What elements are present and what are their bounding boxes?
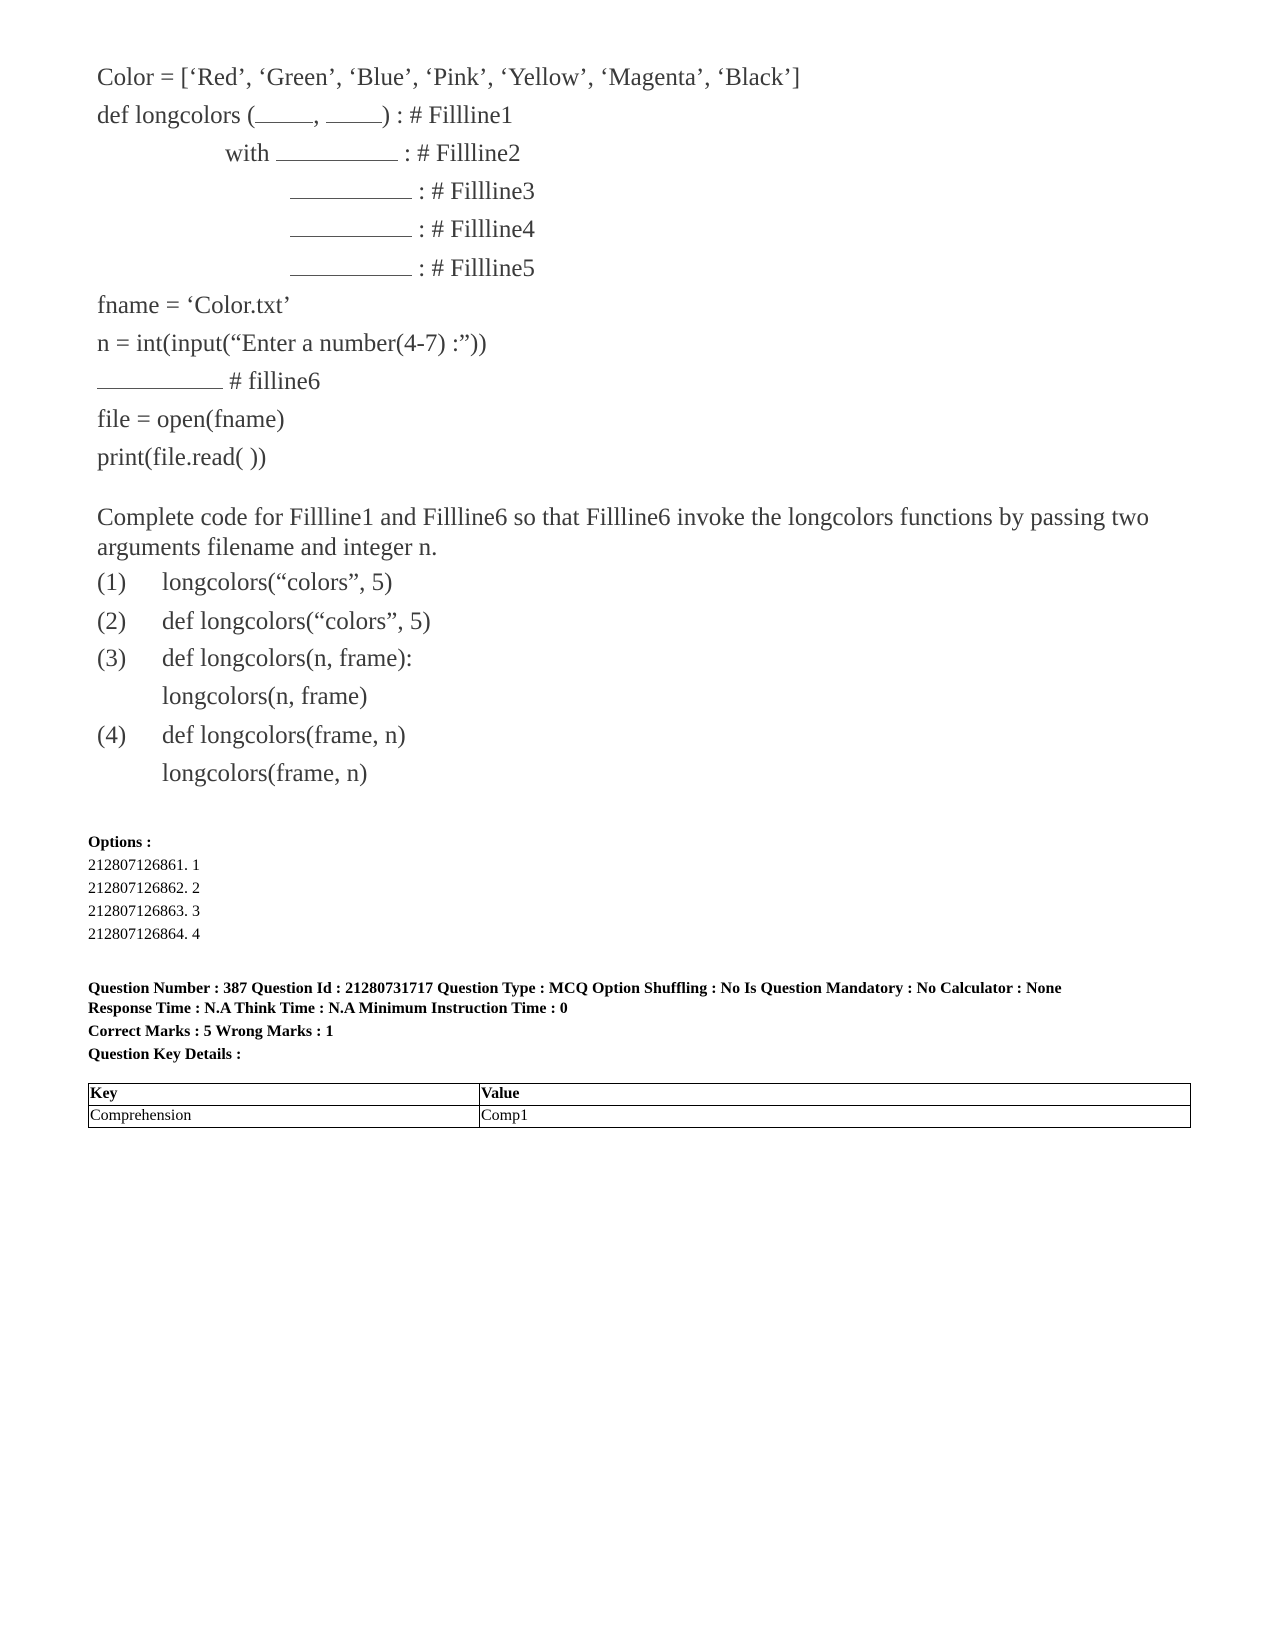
blank bbox=[290, 255, 412, 276]
table-header-value: Value bbox=[480, 1084, 1191, 1106]
choice-2-text: def longcolors(“colors”, 5) bbox=[162, 608, 431, 635]
code-line-4 bbox=[290, 177, 535, 207]
table-header-row bbox=[89, 1084, 1191, 1106]
options-heading: Options : bbox=[88, 834, 152, 851]
choice-4-text-line-2: longcolors(frame, n) bbox=[162, 760, 368, 787]
code-line-11: print(file.read( )) bbox=[97, 444, 267, 471]
blank bbox=[290, 216, 412, 237]
code-line-9-post: # filline6 bbox=[229, 368, 321, 395]
choice-4-text-line-1: def longcolors(frame, n) bbox=[162, 722, 406, 749]
blank bbox=[255, 102, 313, 123]
code-line-2-pre: def longcolors ( bbox=[97, 102, 256, 129]
choice-4-number: (4) bbox=[97, 722, 127, 749]
key-details-heading: Question Key Details : bbox=[88, 1046, 242, 1063]
code-line-6 bbox=[290, 254, 535, 284]
blank bbox=[326, 102, 382, 123]
question-text: Complete code for Fillline1 and Fillline6 so that Fillline6 invoke the longcolors functions by passing two arguments filename and integer n. bbox=[97, 504, 1149, 561]
table-cell-key: Comprehension bbox=[89, 1106, 480, 1128]
code-line-1: Color = [‘Red’, ‘Green’, ‘Blue’, ‘Pink’, ‘Yellow’, ‘Magenta’, ‘Black’] bbox=[97, 64, 801, 91]
choice-3-number: (3) bbox=[97, 645, 127, 672]
marks-line: Correct Marks : 5 Wrong Marks : 1 bbox=[88, 1023, 334, 1040]
table-cell-value: Comp1 bbox=[480, 1106, 1191, 1128]
choice-3-text-line-1: def longcolors(n, frame): bbox=[162, 645, 413, 672]
blank bbox=[97, 368, 223, 389]
code-line-7: fname = ‘Color.txt’ bbox=[97, 292, 291, 319]
table-row bbox=[89, 1106, 1191, 1128]
code-line-3-pre: with bbox=[225, 140, 270, 167]
option-item-3: 212807126863. 3 bbox=[88, 903, 200, 920]
code-line-9 bbox=[97, 367, 320, 397]
choice-1-text: longcolors(“colors”, 5) bbox=[162, 569, 393, 596]
code-line-2-sep: , bbox=[313, 102, 320, 129]
option-item-2: 212807126862. 2 bbox=[88, 880, 200, 897]
blank bbox=[276, 140, 398, 161]
code-line-2-post: ) : # Fillline1 bbox=[381, 102, 514, 129]
code-line-8: n = int(input(“Enter a number(4-7) :”)) bbox=[97, 330, 487, 357]
code-line-3 bbox=[225, 139, 521, 169]
code-line-6-post: : # Fillline5 bbox=[418, 255, 535, 282]
option-item-4: 212807126864. 4 bbox=[88, 926, 200, 943]
blank bbox=[290, 178, 412, 199]
table-header-key: Key bbox=[89, 1084, 480, 1106]
code-line-10: file = open(fname) bbox=[97, 406, 285, 433]
code-line-3-post: : # Fillline2 bbox=[403, 140, 521, 167]
choice-1-number: (1) bbox=[97, 569, 127, 596]
option-item-1: 212807126861. 1 bbox=[88, 857, 200, 874]
key-details-table bbox=[88, 1083, 1191, 1128]
question-meta-line-2: Response Time : N.A Think Time : N.A Minimum Instruction Time : 0 bbox=[88, 1000, 568, 1017]
choice-2-number: (2) bbox=[97, 608, 127, 635]
question-meta-line-1: Question Number : 387 Question Id : 21280731717 Question Type : MCQ Option Shuffling : No Is Question Mandatory : No Calculator : None bbox=[88, 980, 1062, 997]
choice-3-text-line-2: longcolors(n, frame) bbox=[162, 683, 368, 710]
code-line-2 bbox=[97, 101, 513, 131]
code-line-4-post: : # Fillline3 bbox=[418, 178, 535, 205]
code-line-5 bbox=[290, 215, 535, 245]
code-line-5-post: : # Fillline4 bbox=[418, 216, 535, 243]
